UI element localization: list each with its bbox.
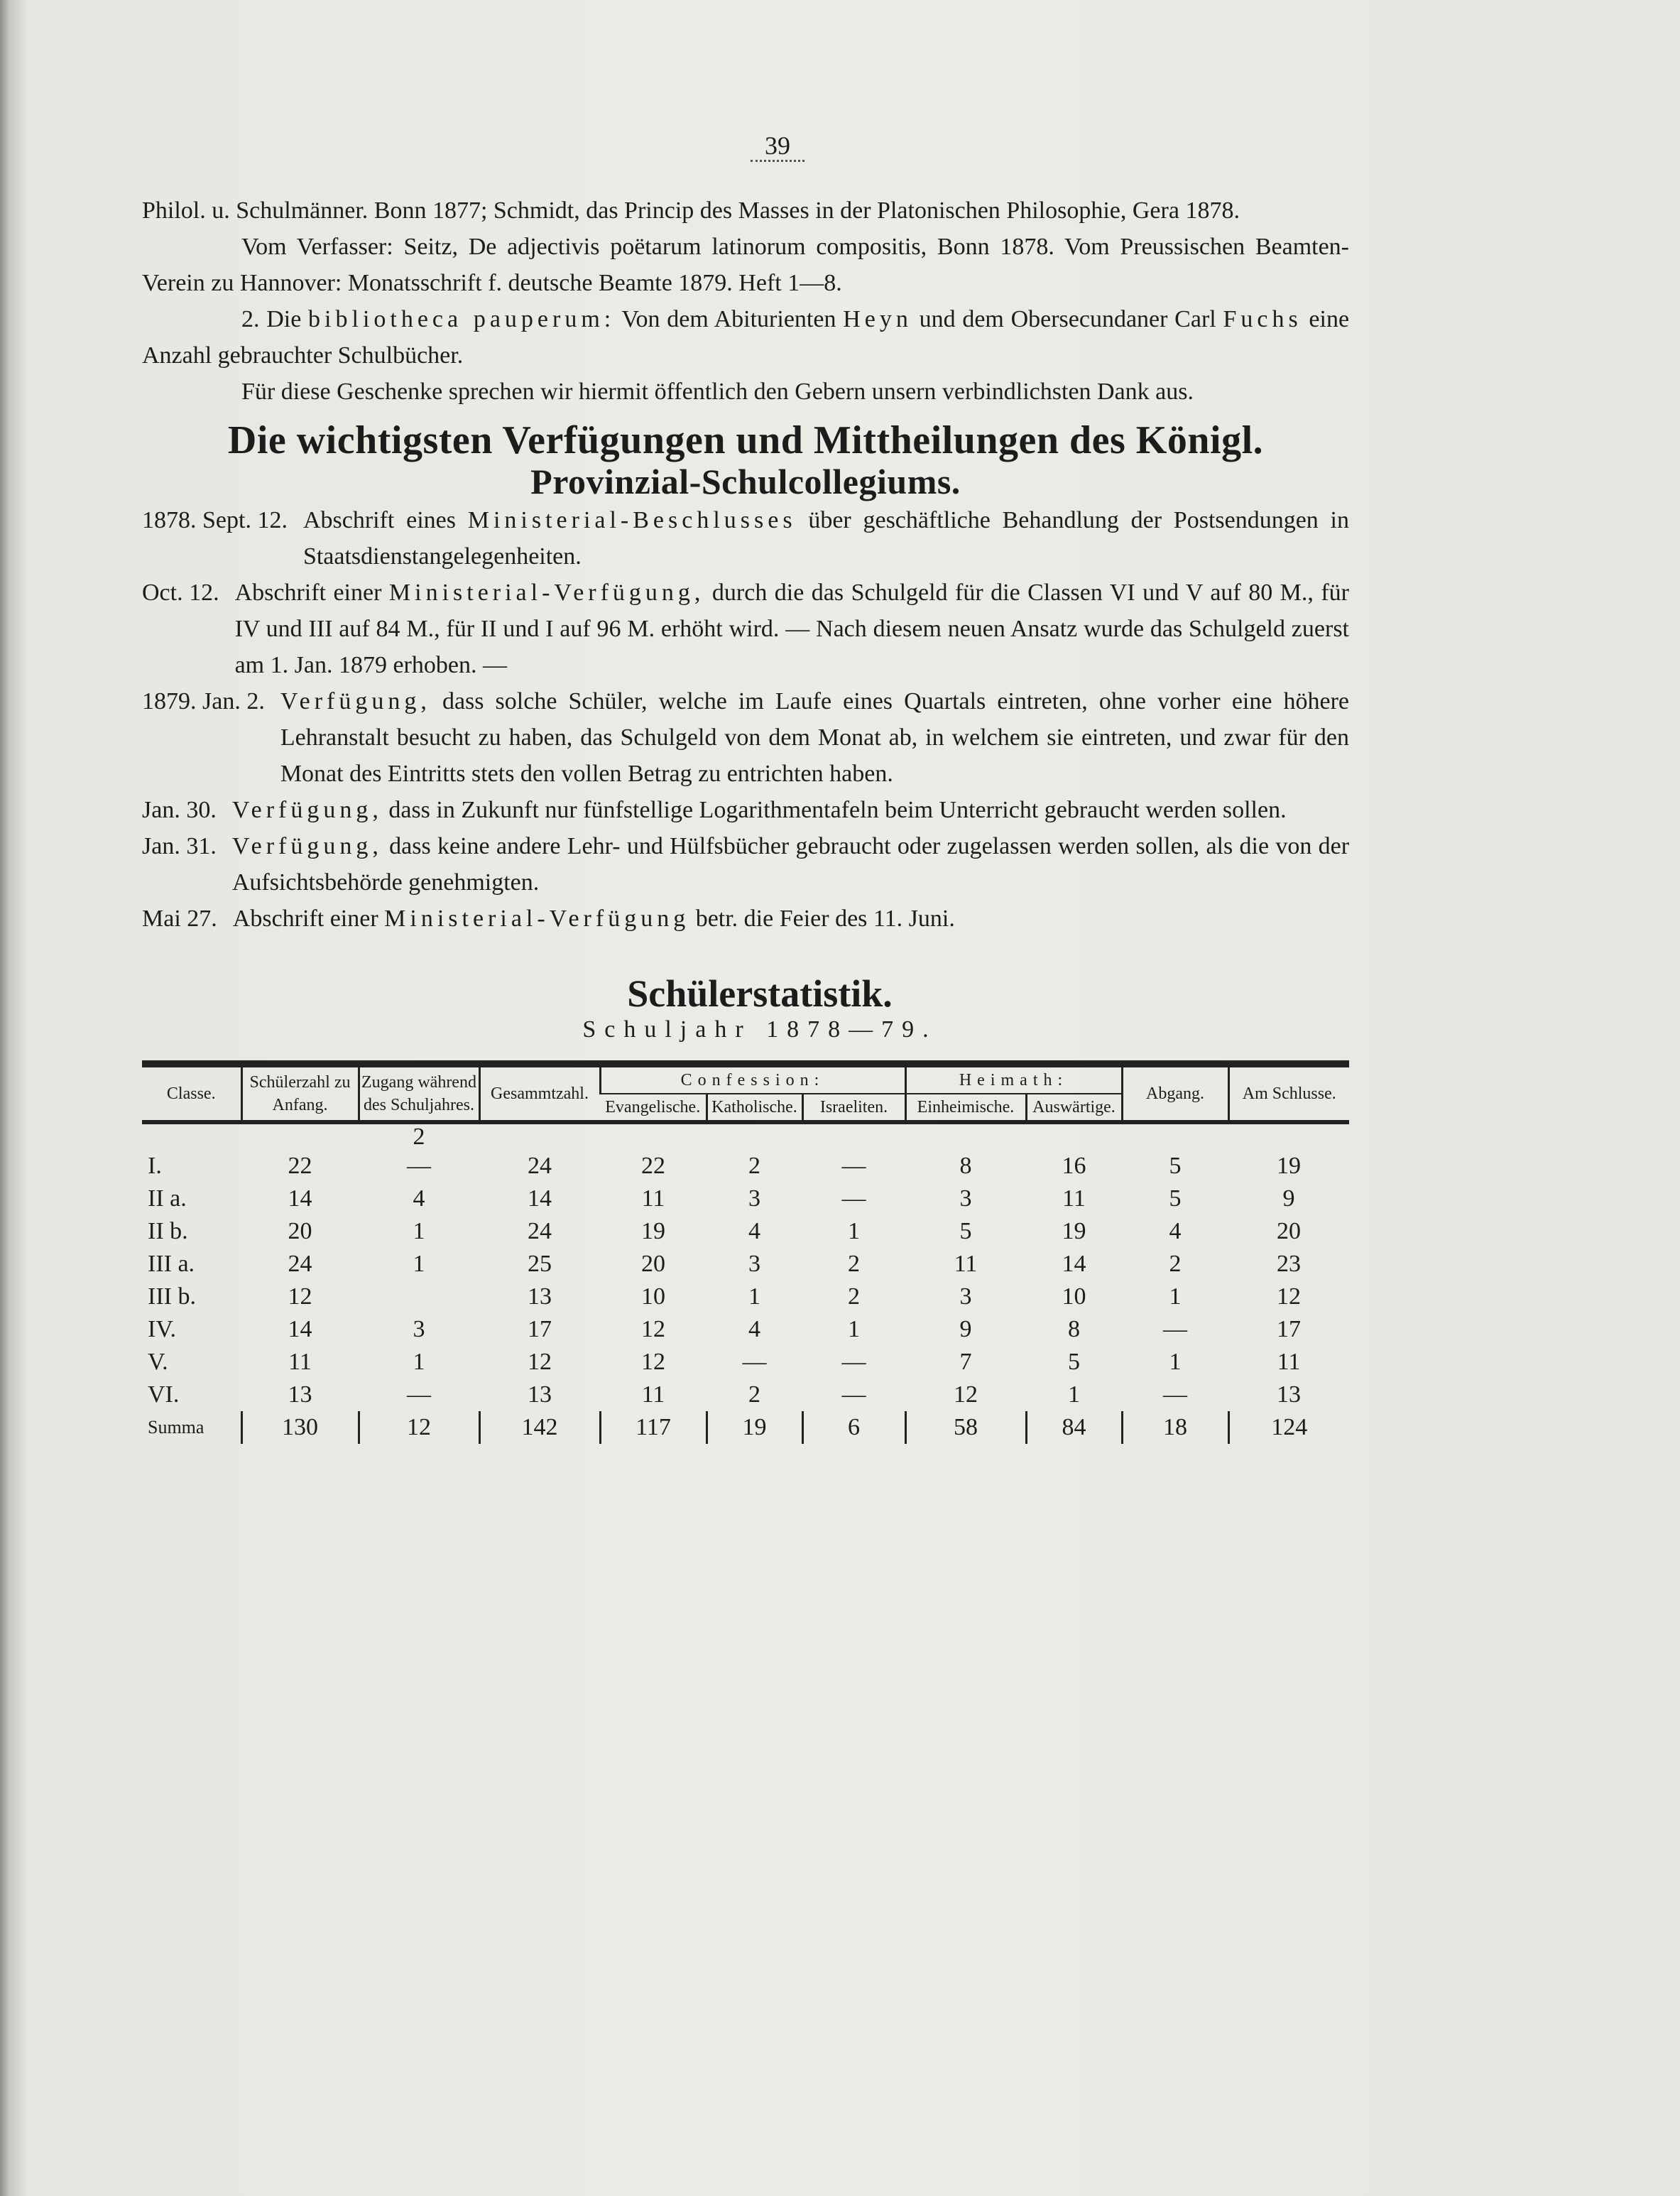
- decree-text: [278, 683, 1349, 792]
- cell-ev: 20: [641, 1251, 665, 1277]
- cell-gesammt: 13: [528, 1283, 552, 1310]
- header-heimath: Heimath:: [905, 1064, 1122, 1094]
- decree-type: Ministerial-Verfügung: [384, 906, 690, 932]
- decree-type: Verfügung,: [231, 797, 383, 823]
- cell-gesammt: 13: [528, 1381, 552, 1408]
- decree-type: Verfügung,: [231, 833, 383, 859]
- cell-gesammt: 12: [528, 1349, 552, 1375]
- summa-ausw: 84: [1026, 1411, 1122, 1444]
- cell-einh: 11: [954, 1251, 978, 1277]
- cell-classe: I.: [148, 1153, 162, 1179]
- cell-classe: V.: [148, 1349, 168, 1375]
- cell-schluss: 13: [1277, 1381, 1301, 1408]
- table-row: [142, 1313, 1349, 1346]
- header-einheimisch: Einheimische.: [905, 1094, 1026, 1122]
- cell-isr: —: [841, 1381, 866, 1408]
- cell-abgang: 2: [1169, 1251, 1182, 1277]
- decree-entry: [142, 901, 1349, 937]
- cell-kath: 2: [748, 1153, 760, 1179]
- cell-kath: 1: [748, 1283, 760, 1310]
- cell-zugang: 1: [413, 1349, 425, 1375]
- decree-date: 1878. Sept. 12.: [142, 507, 288, 533]
- decree-text-post: betr. die Feier des 11. Juni.: [695, 906, 955, 932]
- cell-einh: 5: [959, 1218, 972, 1244]
- cell-schluss: 12: [1277, 1283, 1301, 1310]
- summa-kath: 19: [707, 1411, 802, 1444]
- decree-text-pre: Abschrift einer: [234, 580, 382, 606]
- summa-anfang: 130: [241, 1411, 359, 1444]
- cell-isr: —: [841, 1153, 866, 1179]
- cell-gesammt: 17: [528, 1316, 552, 1342]
- summa-classe: Summa: [148, 1417, 204, 1437]
- decree-type: Verfügung,: [280, 688, 431, 714]
- cell-ev: 19: [641, 1218, 665, 1244]
- table-row: [142, 1248, 1349, 1281]
- cell-ev: 12: [641, 1349, 665, 1375]
- decree-type: Ministerial-Beschlusses: [467, 507, 797, 533]
- cell-isr: 1: [848, 1218, 860, 1244]
- decree-text-post: durch die das Schulgeld für die Classen VI und V auf 80 M., für IV und III auf 84 M., für II und I auf 96 M. erhöht wird. — Nach diesem neuen Ansatz wurde das Schulgeld zuerst am 1. Jan. 1879 erhoben. —: [234, 580, 1349, 678]
- header-katholisch: Katholische.: [707, 1094, 802, 1122]
- cell-abgang: 1: [1169, 1349, 1182, 1375]
- cell-kath: —: [742, 1349, 767, 1375]
- cell-zugang: 1: [413, 1251, 425, 1277]
- summa-zugang: 12: [359, 1411, 479, 1444]
- cell-abgang: 5: [1169, 1153, 1182, 1179]
- decree-text: [229, 792, 1349, 828]
- summa-row: [142, 1411, 1349, 1444]
- section-heading: Die wichtigsten Verfügungen und Mittheilungen des Königl. Provinzial-Schulcollegiums.: [227, 418, 1264, 501]
- cell-abgang: 4: [1169, 1218, 1182, 1244]
- cell-anfang: 14: [288, 1316, 312, 1342]
- cell-anfang: 24: [288, 1251, 312, 1277]
- summa-isr: 6: [802, 1411, 905, 1444]
- header-gesammtzahl: Gesammtzahl.: [479, 1064, 600, 1122]
- cell-gesammt: 14: [528, 1185, 552, 1212]
- cell-kath: 4: [748, 1316, 760, 1342]
- cell-ev: 11: [641, 1185, 665, 1212]
- table-row: [142, 1215, 1349, 1248]
- header-auswaertig: Auswärtige.: [1026, 1094, 1122, 1122]
- cell-isr: —: [841, 1185, 866, 1212]
- header-abgang: Abgang.: [1122, 1064, 1228, 1122]
- cell-ausw: 5: [1068, 1349, 1080, 1375]
- decree-text: [229, 828, 1349, 901]
- cell-schluss: 9: [1282, 1185, 1295, 1212]
- table-row: [142, 1183, 1349, 1215]
- decree-entry: [142, 683, 1349, 792]
- cell-einh: 3: [959, 1283, 972, 1310]
- header-zugang: Zugang während des Schuljahres.: [359, 1064, 479, 1122]
- cell-schluss: 19: [1277, 1153, 1301, 1179]
- cell-gesammt: 25: [528, 1251, 552, 1277]
- cell-ausw: 10: [1062, 1283, 1086, 1310]
- cell-kath: 4: [748, 1218, 760, 1244]
- student-statistics-table: [142, 1060, 1349, 1444]
- decree-text: [230, 901, 1349, 937]
- cell-isr: —: [841, 1349, 866, 1375]
- decree-entry: [142, 575, 1349, 683]
- summa-einh: 58: [905, 1411, 1026, 1444]
- cell-zugang: 3: [413, 1316, 425, 1342]
- cell-anfang: 11: [288, 1349, 312, 1375]
- cell-classe: II b.: [148, 1218, 188, 1244]
- decree-date: Mai 27.: [142, 906, 217, 932]
- cell-einh: 3: [959, 1185, 972, 1212]
- cell-kath: 3: [748, 1251, 760, 1277]
- cell-isr: 1: [848, 1316, 860, 1342]
- cell-einh: 7: [959, 1349, 972, 1375]
- decree-text: [232, 575, 1349, 683]
- cell-classe: III b.: [148, 1283, 196, 1310]
- paragraph-1: Philol. u. Schulmänner. Bonn 1877; Schmidt, das Princip des Masses in der Platonischen Philosophie, Gera 1878.: [142, 197, 1240, 224]
- cell-zugang: —: [407, 1381, 431, 1408]
- cell-abgang: —: [1163, 1381, 1187, 1408]
- decree-text-post: über geschäftliche Behandlung der Postsendungen in Staatsdienstangelegenheiten.: [302, 507, 1349, 570]
- decree-list: [142, 502, 1349, 937]
- decree-text-post: dass solche Schüler, welche im Laufe eines Quartals eintreten, ohne vorher eine höhere Lehranstalt besucht zu haben, das Schulgeld von dem Monat ab, in welchem sie eintreten, und zwar für den Monat des Eintritts stets den vollen Betrag zu entrichten haben.: [280, 688, 1350, 787]
- decree-text-pre: Abschrift eines: [302, 507, 456, 533]
- decree-entry: [142, 828, 1349, 901]
- cell-gesammt: 24: [528, 1218, 552, 1244]
- cell-anfang: 12: [288, 1283, 312, 1310]
- cell-schluss: 11: [1277, 1349, 1301, 1375]
- cell-einh: 9: [959, 1316, 972, 1342]
- cell-zugang: —: [407, 1153, 431, 1179]
- cell-zugang: [359, 1281, 479, 1313]
- cell-einh: 8: [959, 1153, 972, 1179]
- summa-gesammt: 142: [479, 1411, 600, 1444]
- table-row: [142, 1346, 1349, 1379]
- cell-classe: IV.: [148, 1316, 176, 1342]
- paragraph-2: Vom Verfasser: Seitz, De adjectivis poëtarum latinorum compositis, Bonn 1878. Vom Preussischen Beamten-Verein zu Hannover: Monatsschrift f. deutsche Beamte 1879. Heft 1—8.: [142, 234, 1349, 296]
- cell-schluss: 23: [1277, 1251, 1301, 1277]
- cell-ausw: 14: [1062, 1251, 1086, 1277]
- cell-ev: 10: [641, 1283, 665, 1310]
- cell-abgang: 1: [1169, 1283, 1182, 1310]
- cell-ev: 12: [641, 1316, 665, 1342]
- cell-isr: 2: [848, 1251, 860, 1277]
- cell-kath: 3: [748, 1185, 760, 1212]
- cell-ausw: 16: [1062, 1153, 1086, 1179]
- decree-date: 1879. Jan. 2.: [142, 688, 265, 714]
- cell-kath: 2: [748, 1381, 760, 1408]
- cell-zugang: 4: [413, 1185, 425, 1212]
- summa-abgang: 18: [1122, 1411, 1228, 1444]
- header-confession: Confession:: [600, 1064, 905, 1094]
- cell-ausw: 11: [1062, 1185, 1086, 1212]
- decree-date: Oct. 12.: [142, 580, 219, 606]
- cell-ausw: 8: [1068, 1316, 1080, 1342]
- header-schuelerzahl: Schülerzahl zu Anfang.: [241, 1064, 359, 1122]
- decree-type: Ministerial-Verfügung,: [388, 580, 705, 606]
- header-israeliten: Israeliten.: [802, 1094, 905, 1122]
- header-classe: Classe.: [142, 1064, 241, 1122]
- cell-ev: 22: [641, 1153, 665, 1179]
- zugang-note: 2: [413, 1124, 425, 1150]
- decree-date: Jan. 31.: [142, 833, 217, 859]
- paragraph-4: Für diese Geschenke sprechen wir hiermit öffentlich den Gebern unsern verbindlichsten Dank aus.: [241, 379, 1194, 405]
- decree-text-post: dass in Zukunft nur fünfstellige Logarithmentafeln beim Unterricht gebraucht werden sollen.: [388, 797, 1287, 823]
- cell-isr: 2: [848, 1283, 860, 1310]
- summa-ev: 117: [600, 1411, 707, 1444]
- cell-ausw: 1: [1068, 1381, 1080, 1408]
- decree-entry: [142, 502, 1349, 575]
- cell-ausw: 19: [1062, 1218, 1086, 1244]
- cell-anfang: 20: [288, 1218, 312, 1244]
- decree-date: Jan. 30.: [142, 797, 217, 823]
- cell-classe: II a.: [148, 1185, 187, 1212]
- cell-abgang: 5: [1169, 1185, 1182, 1212]
- header-evangelisch: Evangelische.: [600, 1094, 707, 1122]
- decree-text-pre: Abschrift einer: [232, 906, 378, 932]
- cell-gesammt: 24: [528, 1153, 552, 1179]
- cell-schluss: 20: [1277, 1218, 1301, 1244]
- cell-anfang: 14: [288, 1185, 312, 1212]
- decree-entry: [142, 792, 1349, 828]
- statistics-subtitle: Schuljahr 1878—79.: [582, 1016, 937, 1043]
- page-number: 39: [206, 128, 1349, 164]
- cell-schluss: 17: [1277, 1316, 1301, 1342]
- cell-zugang: 1: [413, 1218, 425, 1244]
- table-row: [142, 1379, 1349, 1411]
- cell-einh: 12: [954, 1381, 978, 1408]
- header-am-schlusse: Am Schlusse.: [1228, 1064, 1349, 1122]
- decree-text-post: dass keine andere Lehr- und Hülfsbücher gebraucht oder zugelassen werden sollen, als die von der Aufsichtsbehörde genehmigten.: [231, 833, 1350, 896]
- cell-abgang: —: [1163, 1316, 1187, 1342]
- cell-ev: 11: [641, 1381, 665, 1408]
- table-row: [142, 1150, 1349, 1183]
- decree-text: [300, 502, 1349, 575]
- paragraph-3: 2. Die bibliotheca pauperum: Von dem Abiturienten Heyn und dem Obersecundaner Carl Fuchs eine Anzahl gebrauchter Schulbücher.: [142, 306, 1350, 369]
- statistics-title: Schülerstatistik.: [627, 972, 893, 1015]
- table-row: [142, 1281, 1349, 1313]
- cell-anfang: 22: [288, 1153, 312, 1179]
- page-content: [142, 128, 1349, 1444]
- cell-classe: III a.: [148, 1251, 195, 1277]
- summa-schluss: 124: [1228, 1411, 1349, 1444]
- cell-classe: VI.: [148, 1381, 180, 1408]
- cell-anfang: 13: [288, 1381, 312, 1408]
